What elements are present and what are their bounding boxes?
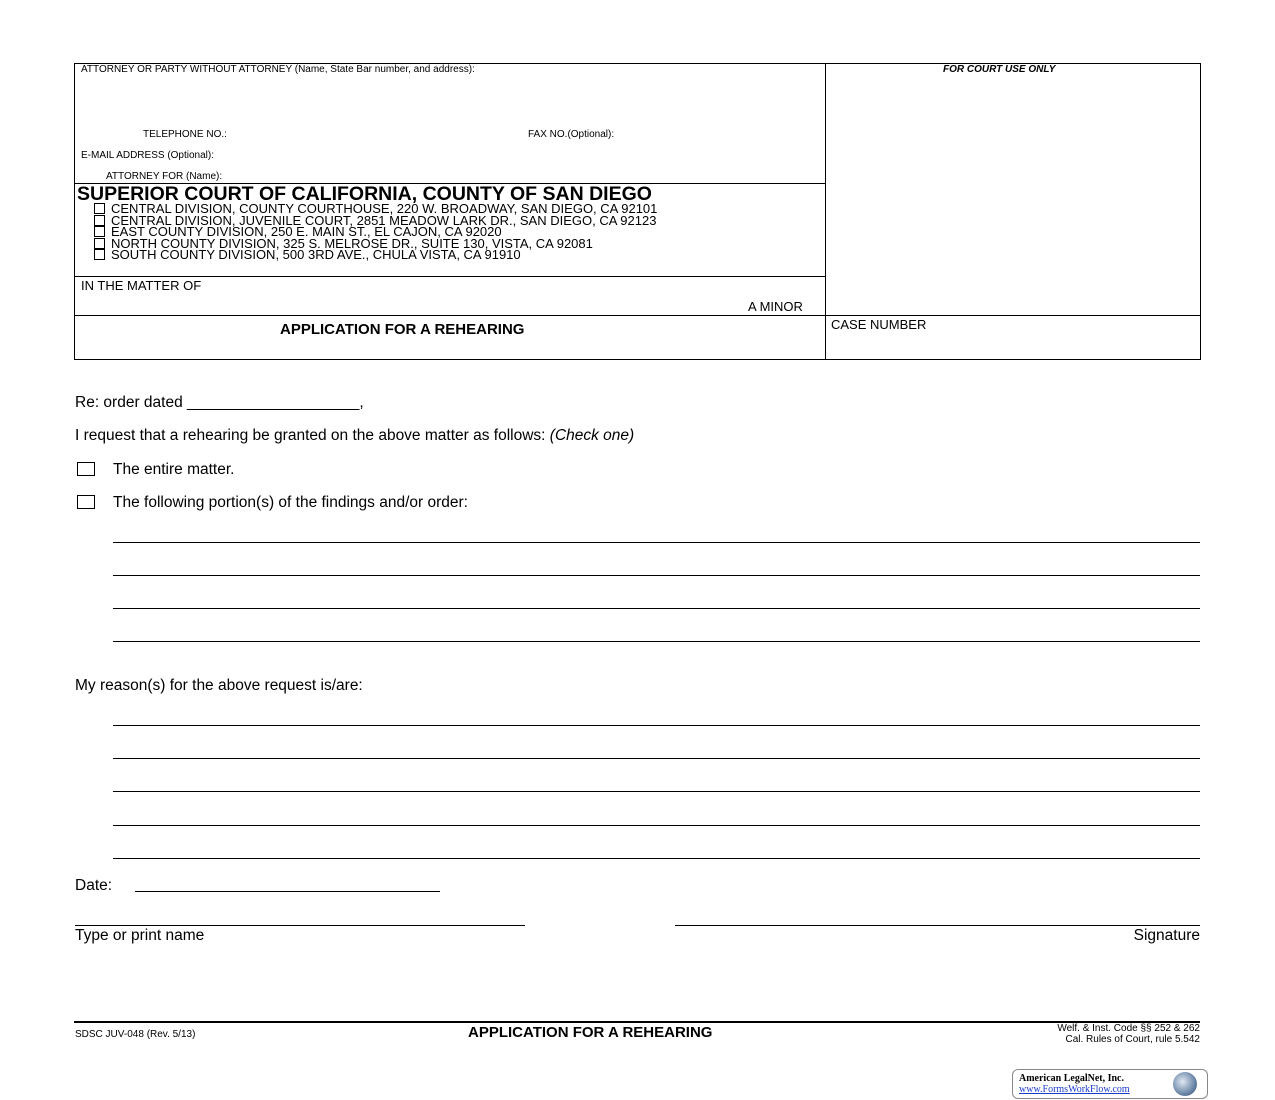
portion-line[interactable]: [113, 575, 1200, 576]
signature-label: Signature: [1133, 927, 1200, 944]
reason-line[interactable]: [113, 758, 1200, 759]
division-option[interactable]: CENTRAL DIVISION, COUNTY COURTHOUSE, 220 W. BROADWAY, SAN DIEGO, CA 92101: [94, 203, 657, 215]
request-text: I request that a rehearing be granted on the above matter as follows: (Check one): [75, 427, 635, 444]
divider: [74, 315, 1200, 316]
form-title: APPLICATION FOR A REHEARING: [280, 321, 525, 338]
date-line[interactable]: [135, 891, 440, 892]
portion-checkbox[interactable]: [77, 495, 95, 509]
checkbox[interactable]: [94, 203, 105, 214]
reasons-label: My reason(s) for the above request is/are:: [75, 677, 363, 694]
matter-label: IN THE MATTER OF: [81, 278, 202, 293]
checkbox[interactable]: [94, 226, 105, 237]
division-option[interactable]: SOUTH COUNTY DIVISION, 500 3RD AVE., CHULA VISTA, CA 91910: [94, 249, 521, 261]
checkbox[interactable]: [94, 215, 105, 226]
globe-icon: [1173, 1072, 1197, 1096]
name-line[interactable]: [75, 925, 525, 926]
footer-rule: [74, 1021, 1200, 1023]
attorney-for-label: ATTORNEY FOR (Name):: [106, 171, 223, 182]
reason-line[interactable]: [113, 791, 1200, 792]
rules-citation: Cal. Rules of Court, rule 5.542: [1065, 1034, 1200, 1045]
reason-line[interactable]: [113, 858, 1200, 859]
portion-line[interactable]: [113, 542, 1200, 543]
entire-matter-label: The entire matter.: [113, 461, 235, 478]
court-use-label: FOR COURT USE ONLY: [943, 64, 1056, 75]
fax-label: FAX NO.(Optional):: [528, 129, 615, 140]
division-option[interactable]: NORTH COUNTY DIVISION, 325 S. MELROSE DR., SUITE 130, VISTA, CA 92081: [94, 238, 593, 250]
portion-line[interactable]: [113, 641, 1200, 642]
telephone-label: TELEPHONE NO.:: [143, 129, 227, 140]
division-option[interactable]: CENTRAL DIVISION, JUVENILE COURT, 2851 MEADOW LARK DR., SAN DIEGO, CA 92123: [94, 215, 656, 227]
form-id: SDSC JUV-048 (Rev. 5/13): [75, 1029, 196, 1040]
case-number-label: CASE NUMBER: [831, 317, 927, 332]
minor-label: A MINOR: [748, 299, 803, 314]
attorney-label: ATTORNEY OR PARTY WITHOUT ATTORNEY (Name, State Bar number, and address):: [81, 64, 475, 75]
name-label: Type or print name: [75, 927, 205, 944]
court-name: SUPERIOR COURT OF CALIFORNIA, COUNTY OF SAN DIEGO: [77, 183, 652, 205]
logo-link[interactable]: www.FormsWorkFlow.com: [1019, 1084, 1130, 1095]
divider: [74, 276, 825, 277]
portion-label: The following portion(s) of the findings and/or order:: [113, 494, 468, 511]
date-label: Date:: [75, 877, 113, 894]
reason-line[interactable]: [113, 825, 1200, 826]
legalnet-logo[interactable]: American LegalNet, Inc. www.FormsWorkFlow.com: [1012, 1069, 1208, 1099]
order-date-field[interactable]: Re: order dated ____________________,: [75, 394, 364, 411]
checkbox[interactable]: [94, 238, 105, 249]
signature-line[interactable]: [675, 925, 1200, 926]
portion-line[interactable]: [113, 608, 1200, 609]
checkbox[interactable]: [94, 249, 105, 260]
email-label: E-MAIL ADDRESS (Optional):: [81, 150, 215, 161]
footer-title: APPLICATION FOR A REHEARING: [468, 1024, 713, 1041]
reason-line[interactable]: [113, 725, 1200, 726]
code-citation: Welf. & Inst. Code §§ 252 & 262: [1057, 1023, 1200, 1034]
division-option[interactable]: EAST COUNTY DIVISION, 250 E. MAIN ST., EL CAJON, CA 92020: [94, 226, 502, 238]
entire-matter-checkbox[interactable]: [77, 462, 95, 476]
